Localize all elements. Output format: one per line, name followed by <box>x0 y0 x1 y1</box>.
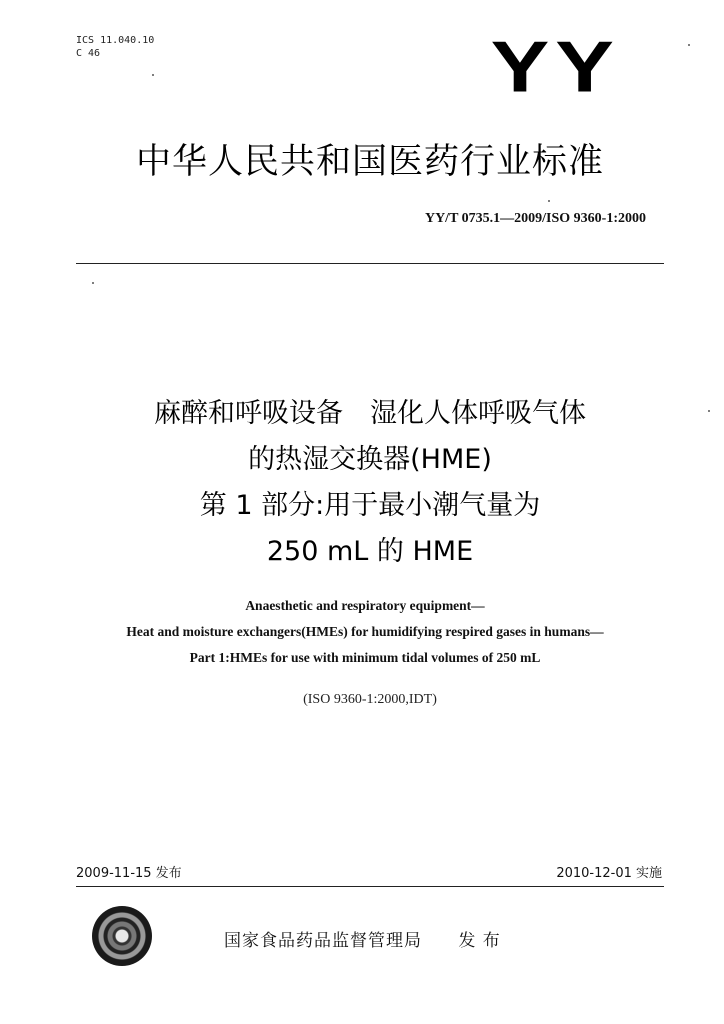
title-cn-line-3: 第 1 部分:用于最小潮气量为 <box>199 490 541 521</box>
scan-speck <box>152 74 154 76</box>
issuer-name: 国家食品药品监督管理局 <box>224 931 422 951</box>
scan-speck <box>92 282 94 284</box>
issue-date: 2009-11-15 发布 <box>76 866 182 881</box>
classification-codes <box>76 34 154 60</box>
yy-logo: YY <box>490 25 620 108</box>
ccs-code: C 46 <box>76 48 101 59</box>
title-en-line-1: Anaesthetic and respiratory equipment— <box>245 598 485 613</box>
scan-speck <box>708 410 710 412</box>
iso-equivalence: (ISO 9360-1:2000,IDT) <box>303 692 437 707</box>
title-en-line-3: Part 1:HMEs for use with minimum tidal volumes of 250 mL <box>189 650 541 665</box>
scan-speck <box>548 200 550 202</box>
header-divider <box>76 263 664 264</box>
issuer-action: 发 布 <box>458 931 501 951</box>
title-en-line-2: Heat and moisture exchangers(HMEs) for humidifying respired gases in humans— <box>126 624 604 639</box>
issuing-authority <box>224 926 501 951</box>
ics-code: ICS 11.040.10 <box>76 35 155 46</box>
official-seal-icon <box>92 906 152 966</box>
footer-divider <box>76 886 664 887</box>
title-cn-line-1: 麻醉和呼吸设备 湿化人体呼吸气体 <box>154 398 586 429</box>
title-cn-line-4: 250 mL 的 HME <box>266 536 474 567</box>
standard-number: YY/T 0735.1—2009/ISO 9360-1:2000 <box>424 211 646 226</box>
scan-speck <box>688 44 690 46</box>
implementation-date: 2010-12-01 实施 <box>556 866 662 881</box>
title-cn-line-2: 的热湿交换器(HME) <box>248 444 492 475</box>
national-standard-title: 中华人民共和国医药行业标准 <box>135 142 604 182</box>
